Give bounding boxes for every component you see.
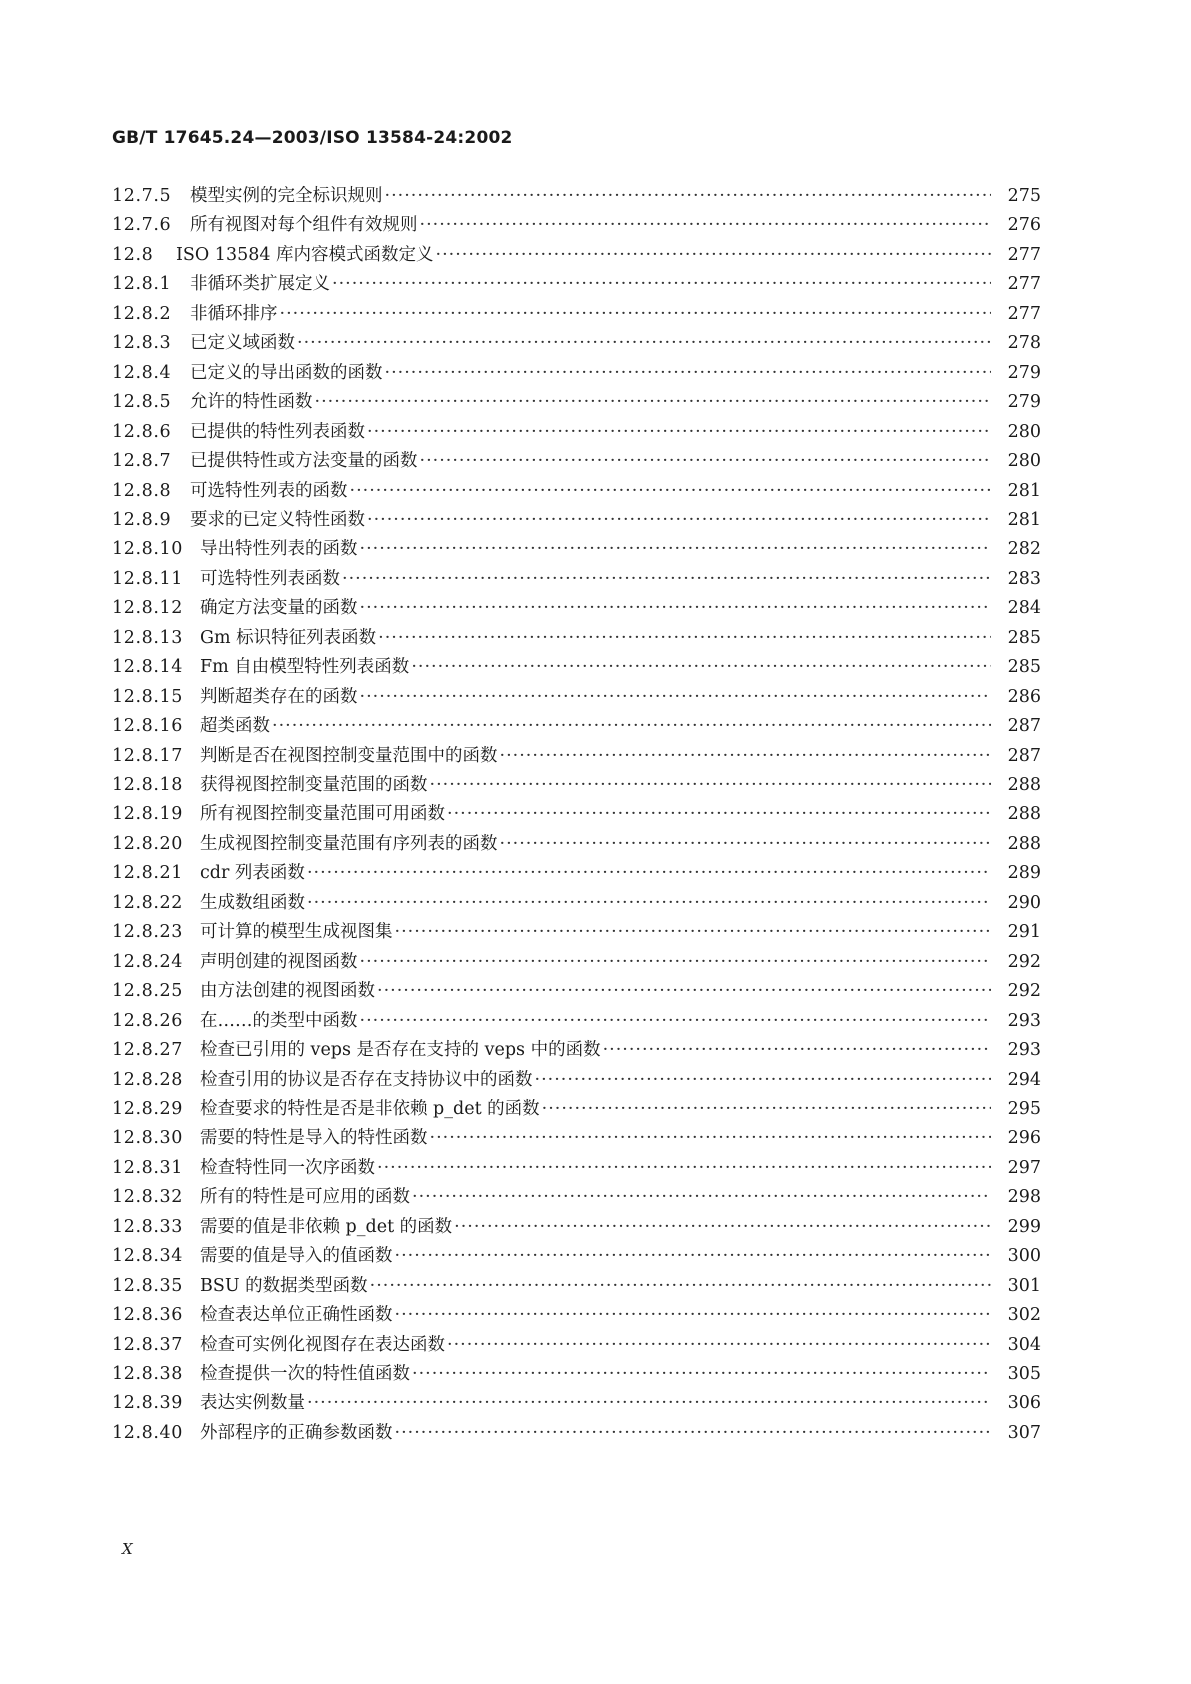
toc-entry-title: 声明创建的视图函数: [200, 951, 358, 972]
toc-entry-number: 12.8.2: [112, 303, 172, 324]
toc-entry: [112, 771, 1041, 801]
toc-entry-number: 12.8.29: [112, 1098, 183, 1119]
toc-entry-number: 12.8.14: [112, 657, 183, 678]
toc-entry-title: 确定方法变量的函数: [200, 598, 358, 619]
toc-entry-title: 需要的特性是导入的特性函数: [200, 1128, 428, 1149]
toc-entry-page: 293: [1007, 1010, 1041, 1031]
toc-entry: [112, 977, 1041, 1007]
dot-leader: [411, 657, 991, 677]
toc-entry-number: 12.8.1: [112, 274, 172, 295]
toc-entry-title: 可选特性列表的函数: [190, 480, 348, 501]
dot-leader: [297, 333, 991, 353]
toc-entry: [112, 948, 1041, 978]
toc-entry-title: 可计算的模型生成视图集: [200, 922, 393, 943]
toc-entry-page: 284: [1007, 598, 1041, 619]
toc-entry: [112, 565, 1041, 595]
toc-entry: [112, 447, 1041, 477]
toc-entry: [112, 1272, 1041, 1302]
toc-entry: [112, 1154, 1041, 1184]
toc-entry: [112, 300, 1041, 330]
dot-leader: [535, 1070, 992, 1090]
toc-entry-number: 12.8.25: [112, 981, 183, 1002]
toc-entry-number: 12.8.16: [112, 716, 183, 737]
toc-entry: [112, 535, 1041, 565]
toc-entry-number: 12.8.10: [112, 539, 183, 560]
toc-entry-page: 294: [1007, 1069, 1041, 1090]
toc-entry-number: 12.8.30: [112, 1128, 183, 1149]
toc-entry-page: 285: [1007, 627, 1041, 648]
toc-entry: [112, 712, 1041, 742]
toc-entry-title: 判断超类存在的函数: [200, 686, 358, 707]
toc-entry: [112, 418, 1041, 448]
dot-leader: [447, 1335, 991, 1355]
toc-entry: [112, 388, 1041, 418]
toc-entry-number: 12.8.11: [112, 568, 183, 589]
toc-entry-page: 287: [1007, 745, 1041, 766]
toc-entry-page: 277: [1007, 303, 1041, 324]
dot-leader: [360, 687, 992, 707]
toc-entry-page: 278: [1007, 333, 1041, 354]
dot-leader: [447, 804, 991, 824]
toc-entry-title: 已提供的特性列表函数: [190, 421, 365, 442]
toc-entry: [112, 1095, 1041, 1125]
toc-entry: [112, 1301, 1041, 1331]
toc-entry-page: 286: [1007, 686, 1041, 707]
toc-entry-page: 288: [1007, 775, 1041, 795]
toc-entry-title: 生成视图控制变量范围有序列表的函数: [200, 833, 498, 854]
toc-entry-title: 所有视图控制变量范围可用函数: [200, 804, 445, 825]
toc-entry-title: 生成数组函数: [200, 892, 305, 913]
dot-leader: [332, 274, 991, 294]
dot-leader: [342, 569, 991, 589]
toc-entry-title: 已提供特性或方法变量的函数: [190, 451, 418, 472]
toc-entry-number: 12.8.26: [112, 1010, 183, 1031]
dot-leader: [350, 481, 992, 501]
page-number-footer: X: [122, 1540, 133, 1558]
toc-entry-number: 12.8.21: [112, 863, 183, 884]
dot-leader: [430, 1128, 992, 1148]
toc-entry-number: 12.8.31: [112, 1157, 183, 1178]
toc-entry-number: 12.7.6: [112, 215, 172, 236]
dot-leader: [542, 1099, 991, 1119]
toc-entry-title: 所有的特性是可应用的函数: [200, 1187, 410, 1208]
toc-entry-title: 获得视图控制变量范围的函数: [200, 775, 428, 795]
toc-entry-page: 279: [1007, 362, 1041, 383]
dot-leader: [360, 952, 992, 972]
toc-entry: [112, 506, 1041, 536]
toc-entry: [112, 1183, 1041, 1213]
toc-entry-page: 297: [1007, 1157, 1041, 1178]
document-header: GB/T 17645.24—2003/ISO 13584-24:2002: [112, 128, 513, 148]
dot-leader: [377, 1158, 991, 1178]
dot-leader: [367, 422, 991, 442]
dot-leader: [454, 1217, 991, 1237]
toc-entry-number: 12.8.5: [112, 392, 172, 413]
toc-entry-page: 279: [1007, 392, 1041, 413]
toc-entry: [112, 477, 1041, 507]
toc-entry-number: 12.8.32: [112, 1187, 183, 1208]
dot-leader: [500, 834, 992, 854]
toc-entry: [112, 211, 1041, 241]
toc-entry-number: 12.8.35: [112, 1275, 183, 1296]
toc-entry-page: 300: [1007, 1246, 1041, 1267]
toc-entry-title: 导出特性列表的函数: [200, 539, 358, 560]
toc-entry-title: 需要的值是导入的值函数: [200, 1246, 393, 1267]
dot-leader: [603, 1040, 991, 1060]
toc-entry-number: 12.8.12: [112, 598, 183, 619]
toc-entry-page: 288: [1007, 833, 1041, 854]
dot-leader: [395, 1246, 992, 1266]
toc-entry: [112, 1419, 1041, 1449]
toc-entry: [112, 1331, 1041, 1361]
toc-entry-number: 12.8: [112, 244, 154, 265]
dot-leader: [307, 863, 991, 883]
dot-leader: [412, 1187, 991, 1207]
dot-leader: [360, 1011, 992, 1031]
toc-entry-page: 277: [1007, 274, 1041, 295]
toc-entry-title: 判断是否在视图控制变量范围中的函数: [200, 745, 498, 766]
toc-entry-number: 12.8.6: [112, 421, 172, 442]
toc-entry-title: 超类函数: [200, 716, 270, 737]
dot-leader: [420, 215, 992, 235]
dot-leader: [280, 304, 992, 324]
toc-entry: [112, 1213, 1041, 1243]
toc-entry-page: 289: [1007, 863, 1041, 884]
toc-entry-page: 295: [1007, 1098, 1041, 1119]
toc-entry: [112, 182, 1041, 212]
toc-entry-number: 12.8.15: [112, 686, 183, 707]
toc-entry-page: 306: [1007, 1393, 1041, 1414]
toc-entry-title: 允许的特性函数: [190, 392, 313, 413]
toc-entry-title: cdr 列表函数: [200, 863, 305, 884]
toc-entry-title: 检查引用的协议是否存在支持协议中的函数: [200, 1069, 533, 1090]
toc-entry-page: 304: [1007, 1334, 1041, 1355]
toc-entry-page: 291: [1007, 922, 1041, 943]
toc-entry-number: 12.8.27: [112, 1040, 183, 1061]
dot-leader: [367, 510, 991, 530]
toc-entry-page: 301: [1007, 1275, 1041, 1296]
toc-entry-number: 12.8.37: [112, 1334, 183, 1355]
dot-leader: [412, 1364, 991, 1384]
toc-entry-number: 12.8.13: [112, 627, 183, 648]
toc-entry-page: 288: [1007, 804, 1041, 825]
toc-entry-number: 12.8.23: [112, 922, 183, 943]
toc-entry-title: 可选特性列表函数: [200, 568, 340, 589]
dot-leader: [430, 775, 992, 795]
dot-leader: [307, 893, 991, 913]
toc-entry-number: 12.8.4: [112, 362, 172, 383]
toc-entry-title: 在……的类型中函数: [200, 1010, 358, 1031]
toc-entry: [112, 859, 1041, 889]
toc-entry-title: Gm 标识特征列表函数: [200, 627, 377, 648]
toc-entry: [112, 742, 1041, 772]
toc-entry-number: 12.8.40: [112, 1422, 183, 1443]
toc-entry-number: 12.8.34: [112, 1246, 183, 1267]
toc-entry-title: 要求的已定义特性函数: [190, 509, 365, 530]
toc-entry-page: 277: [1007, 244, 1041, 265]
toc-entry-number: 12.8.22: [112, 892, 183, 913]
dot-leader: [315, 392, 992, 412]
dot-leader: [377, 981, 991, 1001]
toc-entry-number: 12.8.18: [112, 775, 183, 795]
toc-entry: [112, 683, 1041, 713]
toc-entry: [112, 1360, 1041, 1390]
toc-entry-page: 287: [1007, 716, 1041, 737]
toc-entry-title: 检查表达单位正确性函数: [200, 1305, 393, 1326]
dot-leader: [385, 363, 992, 383]
toc-entry: [112, 359, 1041, 389]
toc-entry-page: 299: [1007, 1216, 1041, 1237]
toc-entry-title: 由方法创建的视图函数: [200, 981, 375, 1002]
toc-entry-page: 280: [1007, 421, 1041, 442]
toc-entry: [112, 1389, 1041, 1419]
toc-entry-number: 12.8.9: [112, 509, 172, 530]
dot-leader: [436, 245, 991, 265]
toc-entry-page: 283: [1007, 568, 1041, 589]
toc-entry: [112, 653, 1041, 683]
dot-leader: [395, 1423, 992, 1443]
toc-entry-page: 282: [1007, 539, 1041, 560]
toc-entry: [112, 1066, 1041, 1096]
dot-leader: [360, 598, 992, 618]
toc-entry-number: 12.7.5: [112, 186, 172, 206]
toc-entry: [112, 329, 1041, 359]
toc-entry-page: 281: [1007, 509, 1041, 530]
toc-entry-page: 276: [1007, 215, 1041, 236]
toc-entry-page: 281: [1007, 480, 1041, 501]
toc-entry-title: 非循环排序: [190, 303, 278, 324]
toc-entry-page: 296: [1007, 1128, 1041, 1149]
toc-entry-page: 290: [1007, 892, 1041, 913]
toc-entry-page: 292: [1007, 981, 1041, 1002]
toc-entry-title: Fm 自由模型特性列表函数: [200, 657, 410, 678]
toc-entry-number: 12.8.19: [112, 804, 183, 825]
toc-entry: [112, 1007, 1041, 1037]
toc-entry-page: 298: [1007, 1187, 1041, 1208]
toc-entry-title: 需要的值是非依赖 p_det 的函数: [200, 1216, 453, 1237]
toc-entry: [112, 889, 1041, 919]
toc-entry: [112, 270, 1041, 300]
toc-entry-title: 外部程序的正确参数函数: [200, 1422, 393, 1443]
dot-leader: [420, 451, 992, 471]
toc-entry-page: 292: [1007, 951, 1041, 972]
toc-entry-number: 12.8.17: [112, 745, 183, 766]
dot-leader: [395, 922, 992, 942]
toc-entry-number: 12.8.8: [112, 480, 172, 501]
toc-entry-title: ISO 13584 库内容模式函数定义: [176, 244, 434, 265]
dot-leader: [307, 1393, 991, 1413]
toc-entry-number: 12.8.33: [112, 1216, 183, 1237]
toc-entry-page: 285: [1007, 657, 1041, 678]
dot-leader: [360, 539, 992, 559]
toc-entry-title: 检查要求的特性是否是非依赖 p_det 的函数: [200, 1098, 540, 1119]
dot-leader: [395, 1305, 992, 1325]
toc-entry: [112, 594, 1041, 624]
toc-entry-title: BSU 的数据类型函数: [200, 1275, 368, 1296]
toc-entry-title: 已定义的导出函数的函数: [190, 362, 383, 383]
toc-entry-number: 12.8.38: [112, 1364, 183, 1384]
dot-leader: [272, 716, 991, 736]
toc-entry-title: 已定义域函数: [190, 333, 295, 354]
toc-entry: [112, 624, 1041, 654]
toc-entry: [112, 1242, 1041, 1272]
toc-entry-page: 275: [1007, 186, 1041, 206]
toc-entry-title: 检查提供一次的特性值函数: [200, 1364, 410, 1384]
toc-entry-number: 12.8.28: [112, 1069, 183, 1090]
toc-entry-title: 检查可实例化视图存在表达函数: [200, 1334, 445, 1355]
toc-entry-page: 302: [1007, 1305, 1041, 1326]
toc-entry-title: 表达实例数量: [200, 1393, 305, 1414]
toc-entry-title: 检查特性同一次序函数: [200, 1157, 375, 1178]
toc-entry-number: 12.8.3: [112, 333, 172, 354]
toc-entry: [112, 1036, 1041, 1066]
toc-entry-title: 模型实例的完全标识规则: [190, 186, 383, 206]
toc-entry-page: 307: [1007, 1422, 1041, 1443]
toc-entry: [112, 1124, 1041, 1154]
dot-leader: [378, 628, 991, 648]
toc-entry: [112, 918, 1041, 948]
dot-leader: [370, 1276, 991, 1296]
toc-entry-number: 12.8.20: [112, 833, 183, 854]
toc-entry-page: 305: [1007, 1364, 1041, 1384]
toc-entry-page: 280: [1007, 451, 1041, 472]
toc-entry-page: 293: [1007, 1040, 1041, 1061]
dot-leader: [500, 746, 992, 766]
toc-entry-title: 检查已引用的 veps 是否存在支持的 veps 中的函数: [200, 1040, 601, 1061]
toc-entry-title: 非循环类扩展定义: [190, 274, 330, 295]
toc-entry: [112, 800, 1041, 830]
toc-entry-number: 12.8.24: [112, 951, 183, 972]
toc-entry-number: 12.8.7: [112, 451, 172, 472]
toc-entry-title: 所有视图对每个组件有效规则: [190, 215, 418, 236]
toc-entry: [112, 830, 1041, 860]
toc-entry: [112, 241, 1041, 271]
toc-entry-number: 12.8.36: [112, 1305, 183, 1326]
dot-leader: [385, 186, 992, 206]
toc-entry-number: 12.8.39: [112, 1393, 183, 1414]
